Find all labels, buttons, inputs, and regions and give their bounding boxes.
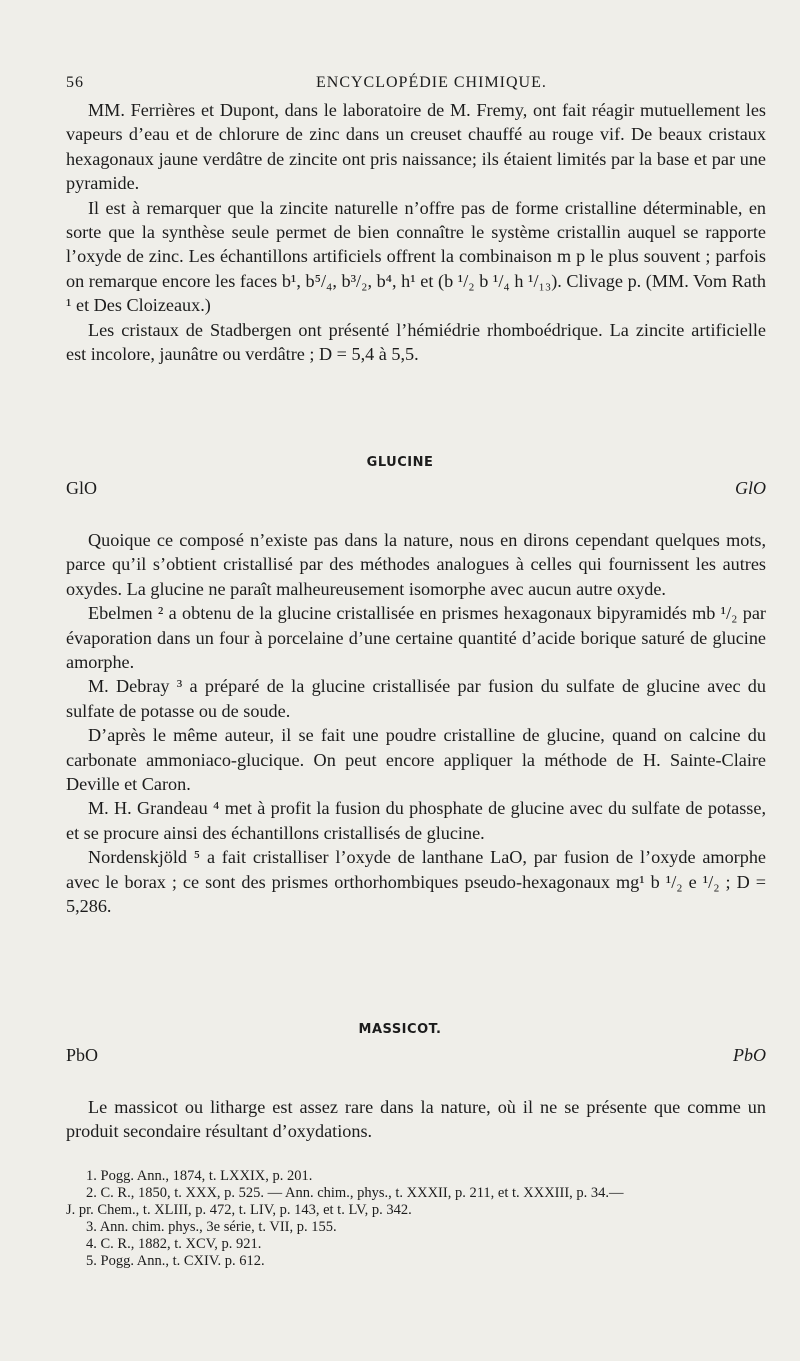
paragraph: D’après le même auteur, il se fait une poudre cristalline de glucine, quand on calcine du carbonate ammoniaco-glucique. On peut encore appliquer la méthode de H. Sainte-Claire Deville et Caron.	[66, 725, 766, 795]
paragraph: Les cristaux de Stadbergen ont présenté l’hémiédrie rhomboédrique. La zincite artificielle est incolore, jaunâtre ou verdâtre ; D = 5,4 à 5,5.	[66, 319, 766, 365]
paragraph: M. H. Grandeau ⁴ met à profit la fusion du phosphate de glucine avec du sulfate de potasse, et se procure ainsi des échantillons cristallisés de glucine.	[66, 798, 766, 843]
paragraph: MM. Ferrières et Dupont, dans le laboratoire de M. Fremy, ont fait réagir mutuellement les vapeurs d’eau et de chlorure de zinc dans un creuset chauffé au rouge vif. De beaux cristaux hexagonaux jaune verdâtre de zincite ont pris naissance; ils étaient limités par la base et par une pyramide.	[66, 100, 766, 194]
footnote: 3. Ann. chim. phys., 3e série, t. VII, p. 155.	[86, 1219, 337, 1235]
footnote: 1. Pogg. Ann., 1874, t. LXXIX, p. 201.	[86, 1168, 313, 1184]
paragraph: Nordenskjöld ⁵ a fait cristalliser l’oxyde de lanthane LaO, par fusion de l’oxyde amorphe avec le borax ; ce sont des prismes orthorhombiques pseudo-hexagonaux mg¹ b ¹/₂ e ¹/₂ ; D = 5,286.	[66, 847, 766, 917]
paragraph: M. Debray ³ a préparé de la glucine cristallisée par fusion du sulfate de glucine avec du sulfate de potasse ou de soude.	[66, 676, 766, 721]
page-number: 56	[66, 74, 84, 91]
paragraph: Ebelmen ² a obtenu de la glucine cristallisée en prismes hexagonaux bipyramidés mb ¹/₂ par évaporation dans un four à porcelaine d’une certaine quantité d’acide borique saturé de glucine amorphe.	[66, 603, 766, 673]
zincite-text	[66, 98, 766, 366]
running-title: ENCYCLOPÉDIE CHIMIQUE.	[316, 74, 547, 91]
paragraph: Il est à remarquer que la zincite naturelle n’offre pas de forme cristalline déterminable, en sorte que la synthèse seule permet de bien connaître le système cristallin auquel se rapporte l’oxyde de zinc. Les échantillons artificiels offrent la combinaison m p le plus souvent ; parfois on remarque encore les faces b¹, b⁵/₄, b³/₂, b⁴, h¹ et (b ¹/₂ b ¹/₄ h ¹/₁₃). Clivage p. (MM. Vom Rath ¹ et Des Cloizeaux.)	[66, 197, 766, 316]
glucine-text	[66, 528, 766, 919]
footnotes	[66, 1168, 776, 1270]
massicot-text	[66, 1095, 766, 1144]
section-title-glucine: GLUCINE	[366, 455, 434, 470]
footnote: 4. C. R., 1882, t. XCV, p. 921.	[86, 1236, 262, 1252]
formula-left: PbO	[66, 1045, 99, 1065]
paragraph: Le massicot ou litharge est assez rare dans la nature, où il ne se présente que comme un produit secondaire résultant d’oxydations.	[66, 1097, 766, 1142]
paragraph: Quoique ce composé n’existe pas dans la nature, nous en dirons cependant quelques mots, parce qu’il s’obtient cristallisé par des méthodes analogues à celles qui fournissent les autres oxydes. La glucine ne paraît malheureusement isomorphe avec aucun autre oxyde.	[66, 530, 766, 599]
formula-right: PbO	[733, 1045, 766, 1065]
footnote: 5. Pogg. Ann., t. CXIV. p. 612.	[86, 1253, 265, 1269]
formula-left: GlO	[66, 478, 97, 498]
section-title-massicot: MASSICOT.	[358, 1022, 442, 1037]
footnote: 2. C. R., 1850, t. XXX, p. 525. — Ann. chim., phys., t. XXXII, p. 211, et t. XXXIII, p. 34.—	[86, 1185, 624, 1201]
formula-right: GlO	[735, 478, 766, 498]
footnote: J. pr. Chem., t. XLIII, p. 472, t. LIV, p. 143, et t. LV, p. 342.	[66, 1202, 412, 1218]
